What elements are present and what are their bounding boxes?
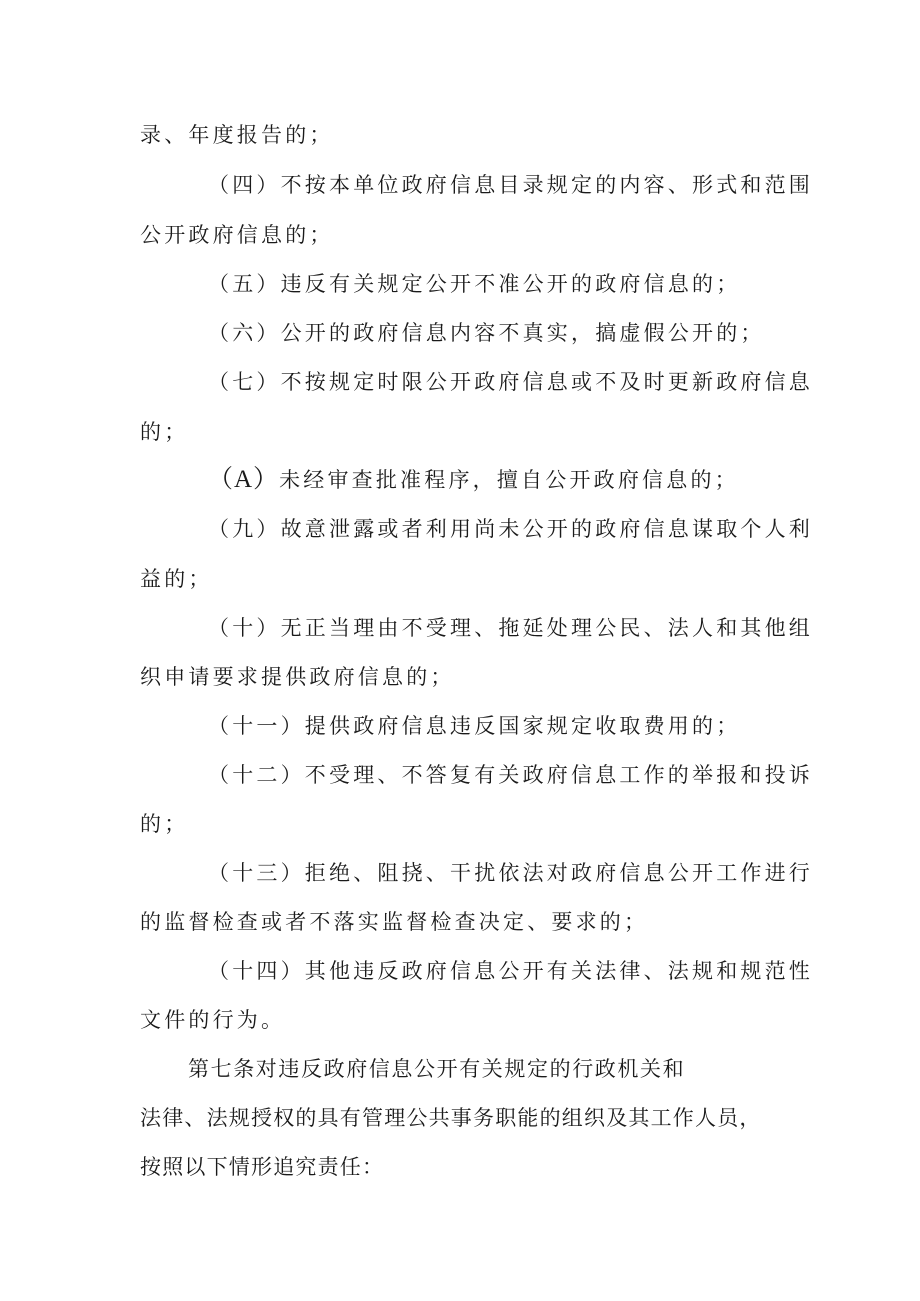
text-line: （十四）其他违反政府信息公开有关法律、法规和规范性 (208, 959, 813, 983)
text-line: 织申请要求提供政府信息的； (140, 665, 455, 689)
text-line: （九）故意泄露或者利用尚未公开的政府信息谋取个人利 (208, 517, 813, 541)
text-line: （十三）拒绝、阻挠、干扰依法对政府信息公开工作进行 (208, 861, 813, 885)
text-line: 公开政府信息的； (140, 223, 334, 247)
text-line: 录、年度报告的； (140, 123, 334, 147)
text-line: 的监督检查或者不落实监督检查决定、要求的； (140, 910, 649, 934)
text-line: （四）不按本单位政府信息目录规定的内容、形式和范围 (208, 173, 813, 197)
text-line: （十）无正当理由不受理、拖延处理公民、法人和其他组 (208, 616, 813, 640)
text-line: 益的； (140, 567, 213, 591)
text-line: （七）不按规定时限公开政府信息或不及时更新政府信息 (208, 370, 813, 394)
text-line (208, 466, 739, 494)
item-eight-marker: （A） (208, 466, 280, 493)
text-line: （五）违反有关规定公开不准公开的政府信息的； (208, 272, 741, 296)
article-heading-line: 第七条对违反政府信息公开有关规定的行政机关和 (188, 1057, 686, 1081)
text-line: （十二）不受理、不答复有关政府信息工作的举报和投诉 (208, 763, 813, 787)
text-line: （十一）提供政府信息违反国家规定收取费用的； (208, 714, 741, 738)
text-line: 按照以下情形追究责任： (140, 1155, 385, 1179)
text-line: 法律、法规授权的具有管理公共事务职能的组织及其工作人员， (140, 1106, 762, 1130)
text-line: 文件的行为。 (140, 1008, 286, 1032)
item-eight-text: 未经审查批准程序，擅自公开政府信息的； (279, 468, 739, 492)
text-line: 的； (140, 420, 189, 444)
text-line: 的； (140, 812, 189, 836)
text-line: （六）公开的政府信息内容不真实，搞虚假公开的； (208, 321, 765, 345)
